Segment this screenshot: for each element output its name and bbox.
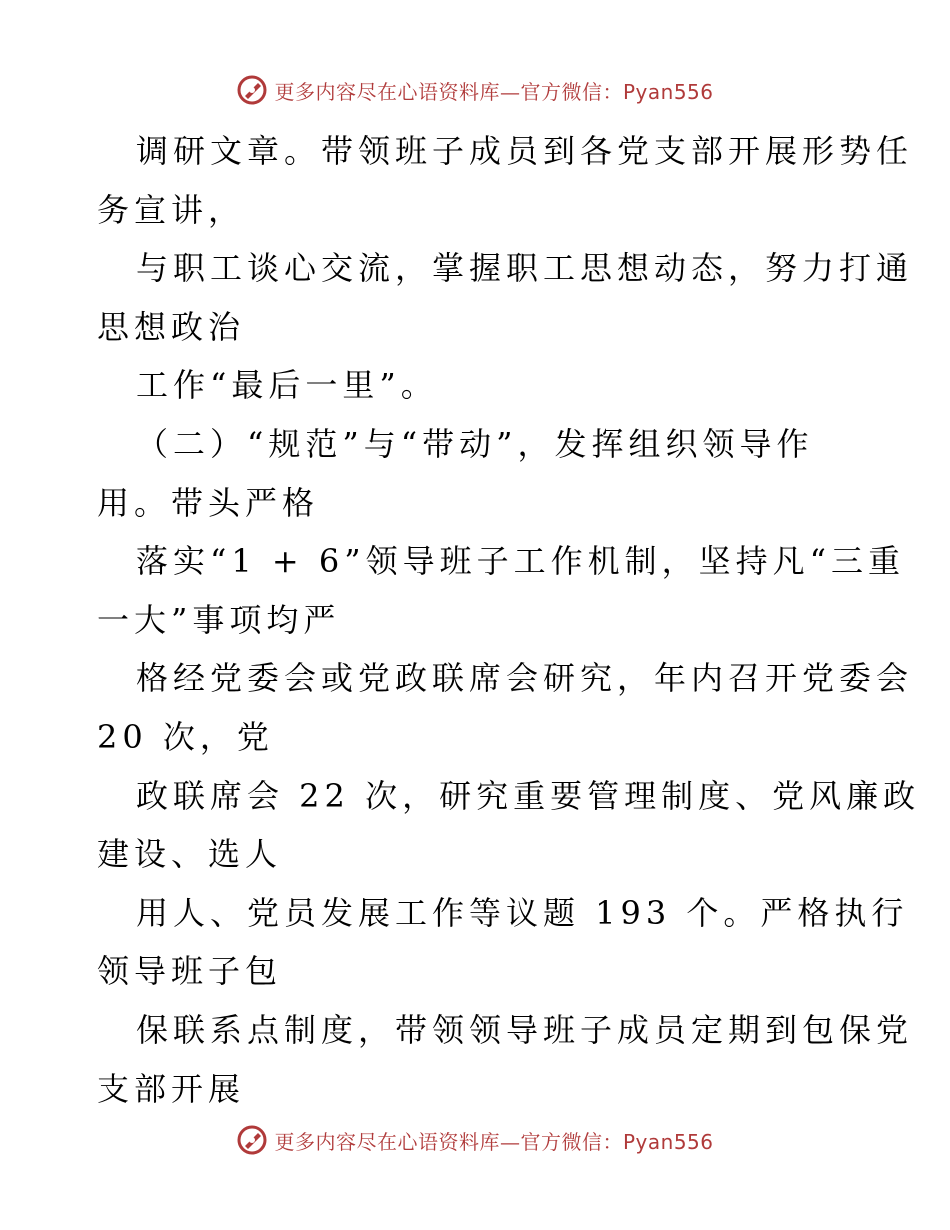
logo-icon: [236, 74, 268, 106]
text-line: 政联席会 22 次，研究重要管理制度、党风廉政: [136, 776, 921, 815]
text-line: 用人、党员发展工作等议题 193 个。严格执行: [136, 893, 909, 932]
watermark-header: [0, 70, 950, 110]
text-line: 工作“最后一里”。: [136, 366, 438, 405]
text-line: 20 次，党: [97, 717, 274, 756]
text-line: 与职工谈心交流，掌握职工思想动态，努力打通: [136, 249, 914, 288]
text-line: 格经党委会或党政联席会研究，年内召开党委会: [136, 659, 914, 698]
text-line: 保联系点制度，带领领导班子成员定期到包保党: [136, 1010, 914, 1049]
text-line: 一大”事项均严: [97, 600, 341, 639]
text-line: 落实“1 + 6”领导班子工作机制，坚持凡“三重: [136, 542, 905, 581]
text-line: 思想政治: [97, 307, 246, 346]
watermark-footer: [0, 1120, 950, 1160]
text-line: 调研文章。带领班子成员到各党支部开展形势任: [136, 132, 914, 170]
text-line: 务宣讲，: [97, 190, 246, 229]
logo-icon: [236, 1124, 268, 1156]
watermark-text: 更多内容尽在心语资料库—官方微信：Pyan556: [274, 79, 714, 104]
watermark-text: 更多内容尽在心语资料库—官方微信：Pyan556: [274, 1129, 714, 1154]
text-line: 领导班子包: [97, 952, 283, 991]
text-line: 建设、选人: [97, 835, 283, 874]
text-line: （二）“规范”与“带动”，发挥组织领导作: [136, 424, 814, 463]
text-line: 支部开展: [97, 1069, 246, 1108]
text-line: 用。带头严格: [97, 483, 320, 522]
document-body: [97, 122, 921, 1118]
